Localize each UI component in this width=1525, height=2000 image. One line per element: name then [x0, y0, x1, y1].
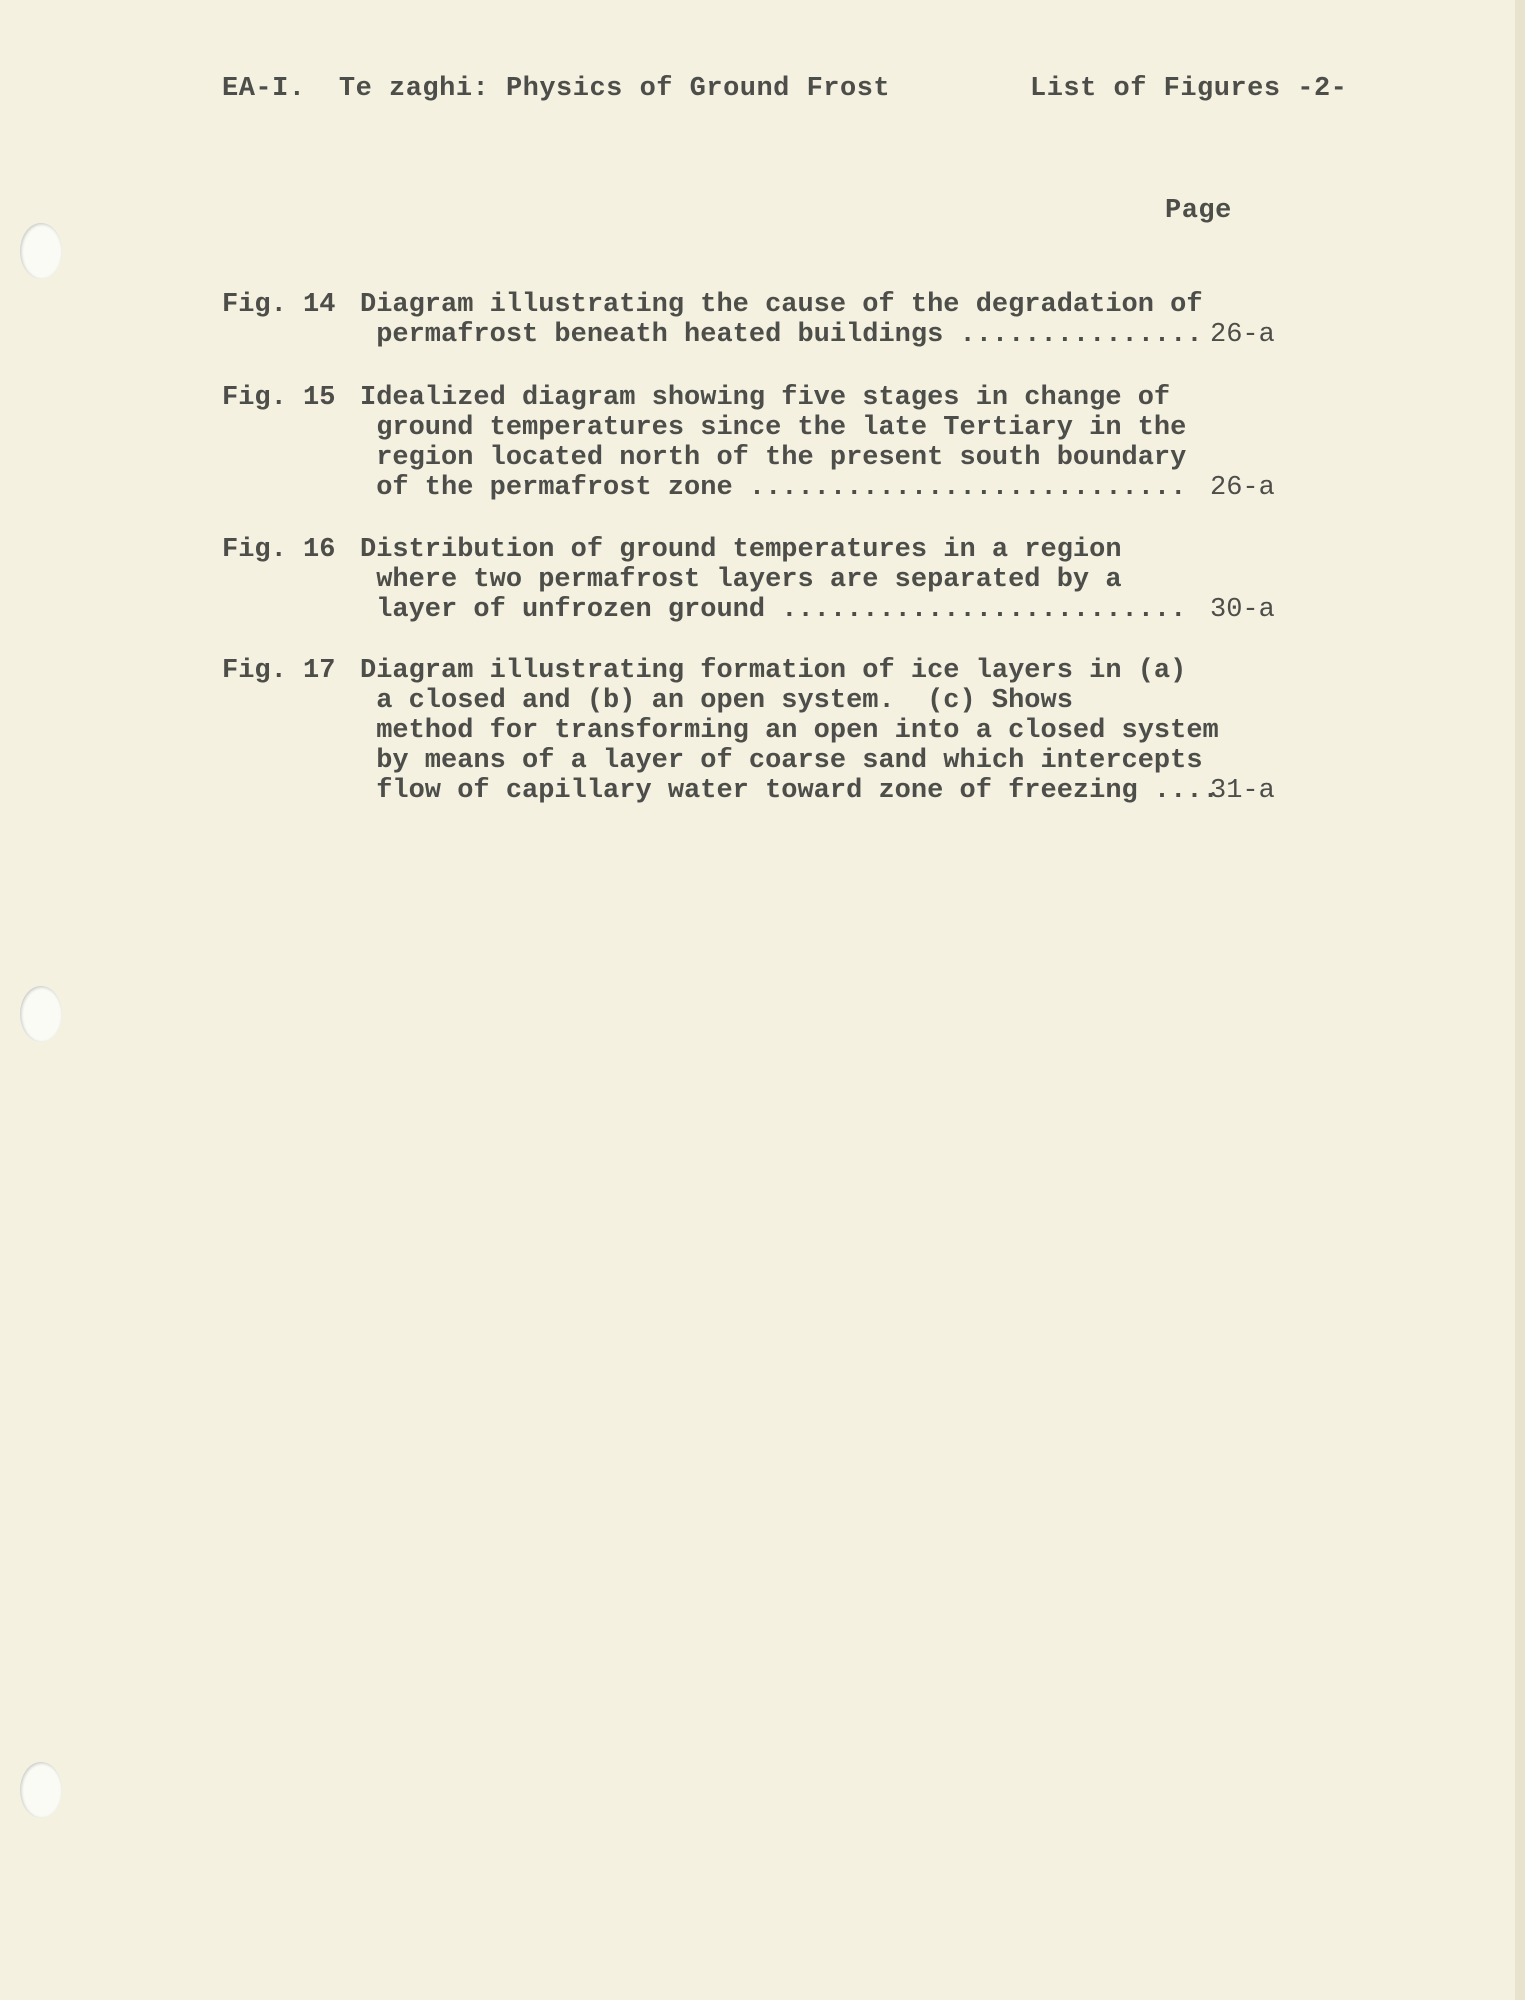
- figure-page-number: 26-a: [1210, 320, 1275, 350]
- figure-label: Fig. 15: [222, 383, 336, 413]
- figure-page-number: 26-a: [1210, 473, 1275, 503]
- figure-caption-line: of the permafrost zone ...........................: [360, 473, 1187, 503]
- punch-hole-top: [20, 223, 62, 279]
- punch-hole-bottom: [20, 1762, 62, 1818]
- figure-caption-line: permafrost beneath heated buildings ...............: [360, 320, 1203, 350]
- figure-caption-line: Diagram illustrating the cause of the degradation of: [360, 290, 1203, 320]
- figure-page-number: 30-a: [1210, 595, 1275, 625]
- figure-caption-line: by means of a layer of coarse sand which intercepts: [360, 746, 1203, 776]
- figure-caption-line: ground temperatures since the late Tertiary in the: [360, 413, 1187, 443]
- page-column-heading: Page: [1165, 196, 1232, 226]
- figure-caption-line: Diagram illustrating formation of ice layers in (a): [360, 656, 1187, 686]
- figure-caption-line: method for transforming an open into a closed system: [360, 716, 1219, 746]
- figure-caption-line: where two permafrost layers are separated by a: [360, 565, 1122, 595]
- figure-label: Fig. 17: [222, 656, 336, 686]
- running-header-title: EA-I. Te zaghi: Physics of Ground Frost: [222, 74, 891, 104]
- figure-label: Fig. 16: [222, 535, 336, 565]
- paper-edge: [1515, 0, 1525, 2000]
- figure-label: Fig. 14: [222, 290, 336, 320]
- figure-page-number: 31-a: [1210, 776, 1275, 806]
- figure-caption-line: a closed and (b) an open system. (c) Shows: [360, 686, 1073, 716]
- punch-hole-middle: [20, 986, 62, 1042]
- figure-caption-line: Idealized diagram showing five stages in change of: [360, 383, 1171, 413]
- figure-caption-line: Distribution of ground temperatures in a region: [360, 535, 1122, 565]
- figure-caption-line: region located north of the present south boundary: [360, 443, 1187, 473]
- figure-caption-line: flow of capillary water toward zone of freezing ....: [360, 776, 1219, 806]
- figure-caption-line: layer of unfrozen ground .........................: [360, 595, 1187, 625]
- running-header-section: List of Figures -2-: [1030, 74, 1348, 104]
